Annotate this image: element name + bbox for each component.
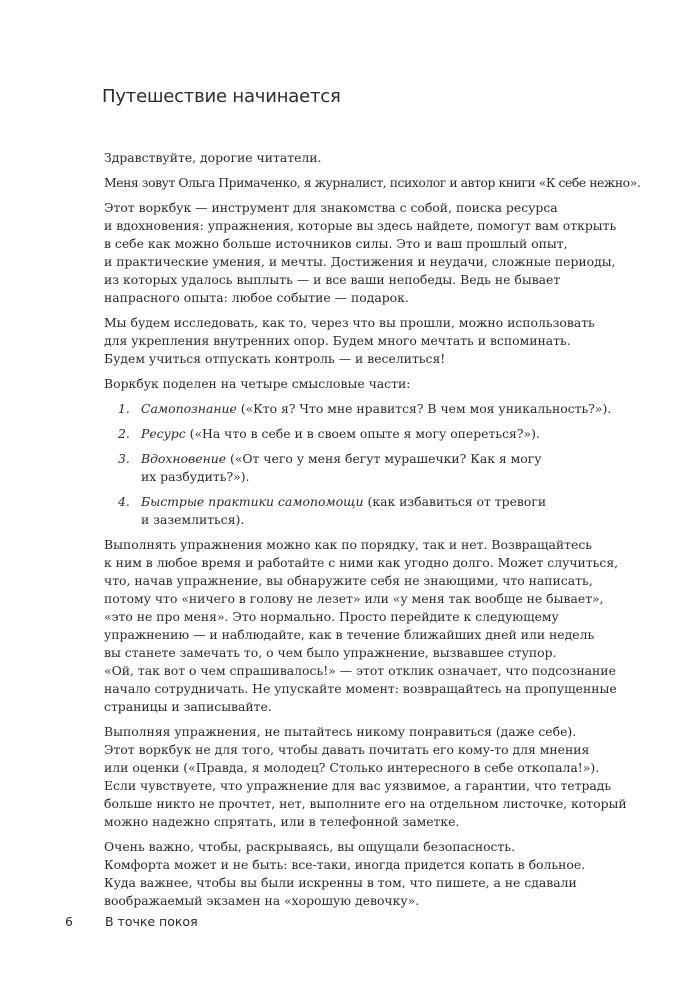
- part-description: («На что в себе и в своем опыте я могу опереться?»).: [185, 426, 540, 441]
- text-line: Меня зовут Ольга Примаченко, я журналист, психолог и автор книги «К себе нежно».: [104, 175, 641, 190]
- part-description: («Кто я? Что мне нравится? В чем моя уникальность?»).: [236, 401, 612, 416]
- paragraph-workbook: [104, 199, 624, 307]
- text-line: Этот воркбук не для того, чтобы давать почитать его кому-то для мнения: [104, 742, 590, 757]
- text-line: Здравствуйте, дорогие читатели.: [104, 150, 322, 165]
- text-line: начало сотрудничать. Не упускайте момент: возвращайтесь на пропущенные: [104, 681, 617, 696]
- text-line: Выполнять упражнения можно как по порядку, так и нет. Возвращайтесь: [104, 537, 593, 552]
- text-line: для укрепления внутренних опор. Будем много мечтать и вспоминать.: [104, 333, 571, 348]
- text-line: к ним в любое время и работайте с ними как угодно долго. Может случиться,: [104, 555, 619, 570]
- text-line: в себе как можно больше источников силы. Это и ваш прошлый опыт,: [104, 236, 568, 251]
- text-line: Воркбук поделен на четыре смысловые части:: [104, 376, 411, 391]
- text-line: «это не про меня». Это нормально. Просто перейдите к следующему: [104, 609, 559, 624]
- list-number: 3.: [118, 451, 130, 466]
- part-name: Быстрые практики самопомощи: [141, 494, 364, 509]
- list-item: [104, 493, 624, 529]
- list-number: 4.: [118, 494, 130, 509]
- part-description: (как избавиться от тревоги: [363, 494, 547, 509]
- text-line: больше никто не прочтет, нет, выполните его на отдельном листочке, который: [104, 796, 627, 811]
- text-line: что, начав упражнение, вы обнаружите себя не знающими, что написать,: [104, 573, 593, 588]
- paragraph-privacy: [104, 723, 627, 831]
- text-line: из которых удалось выплыть — и все ваши непобеды. Ведь не бывает: [104, 272, 561, 287]
- part-description: («От чего у меня бегут мурашечки? Как я могу: [226, 451, 542, 466]
- text-line: можно надежно спрятать, или в телефонной заметке.: [104, 814, 460, 829]
- page-title: Путешествие начинается: [102, 86, 341, 107]
- part-name: Самопознание: [141, 401, 237, 416]
- text-line: Комфорта может и не быть: все-таки, иногда придется копать в больное.: [104, 857, 586, 872]
- part-description-continued: их разбудить?»).: [141, 469, 250, 484]
- text-line: Этот воркбук — инструмент для знакомства с собой, поиска ресурса: [104, 200, 558, 215]
- part-name: Ресурс: [141, 426, 186, 441]
- text-line: упражнению — и наблюдайте, как в течение ближайших дней или недель: [104, 627, 595, 642]
- page-footer: [65, 914, 198, 929]
- paragraph-explore: [104, 314, 624, 368]
- text-line: и практические умения, и мечты. Достижения и неудачи, сложные периоды,: [104, 254, 616, 269]
- text-line: Очень важно, чтобы, раскрываясь, вы ощущали безопасность.: [104, 839, 516, 854]
- text-line: Будем учиться отпускать контроль — и веселиться!: [104, 351, 446, 366]
- text-line: Куда важнее, чтобы вы были искренны в том, что пишете, а не сдавали: [104, 875, 577, 890]
- paragraph-exercises: [104, 536, 624, 716]
- part-description-continued: и заземлиться).: [141, 512, 245, 527]
- page-number: 6: [65, 914, 73, 929]
- running-title: В точке покоя: [104, 914, 198, 929]
- text-line: Если чувствуете, что упражнение для вас уязвимое, а гарантии, что тетрадь: [104, 778, 612, 793]
- paragraph-parts-intro: [104, 375, 624, 393]
- paragraph-greeting: [104, 149, 624, 167]
- text-line: «Ой, так вот о чем спрашивалось!» — этот отклик означает, что подсознание: [104, 663, 616, 678]
- text-line: Выполняя упражнения, не пытайтесь никому понравиться (даже себе).: [104, 724, 577, 739]
- text-line: Мы будем исследовать, как то, через что вы прошли, можно использовать: [104, 315, 595, 330]
- text-line: страницы и записывайте.: [104, 699, 272, 714]
- part-name: Вдохновение: [141, 451, 227, 466]
- text-line: и вдохновения: упражнения, которые вы здесь найдете, помогут вам открыть: [104, 218, 617, 233]
- text-line: напрасного опыта: любое событие — подарок.: [104, 290, 409, 305]
- body-text: [104, 149, 641, 917]
- text-line: вы станете замечать то, о чем было упражнение, вызвавшее ступор.: [104, 645, 557, 660]
- paragraph-safety: [104, 838, 624, 910]
- paragraph-intro: [104, 174, 641, 192]
- list-item: [104, 450, 624, 486]
- text-line: потому что «ничего в голову не лезет» или «у меня так вообще не бывает»,: [104, 591, 604, 606]
- text-line: или оценки («Правда, я молодец? Столько интересного в себе откопала!»).: [104, 760, 600, 775]
- list-item: [104, 400, 624, 418]
- list-number: 1.: [118, 401, 130, 416]
- list-item: [104, 425, 624, 443]
- text-line: воображаемый экзамен на «хорошую девочку».: [104, 893, 420, 908]
- list-number: 2.: [118, 426, 130, 441]
- parts-list: [104, 400, 624, 529]
